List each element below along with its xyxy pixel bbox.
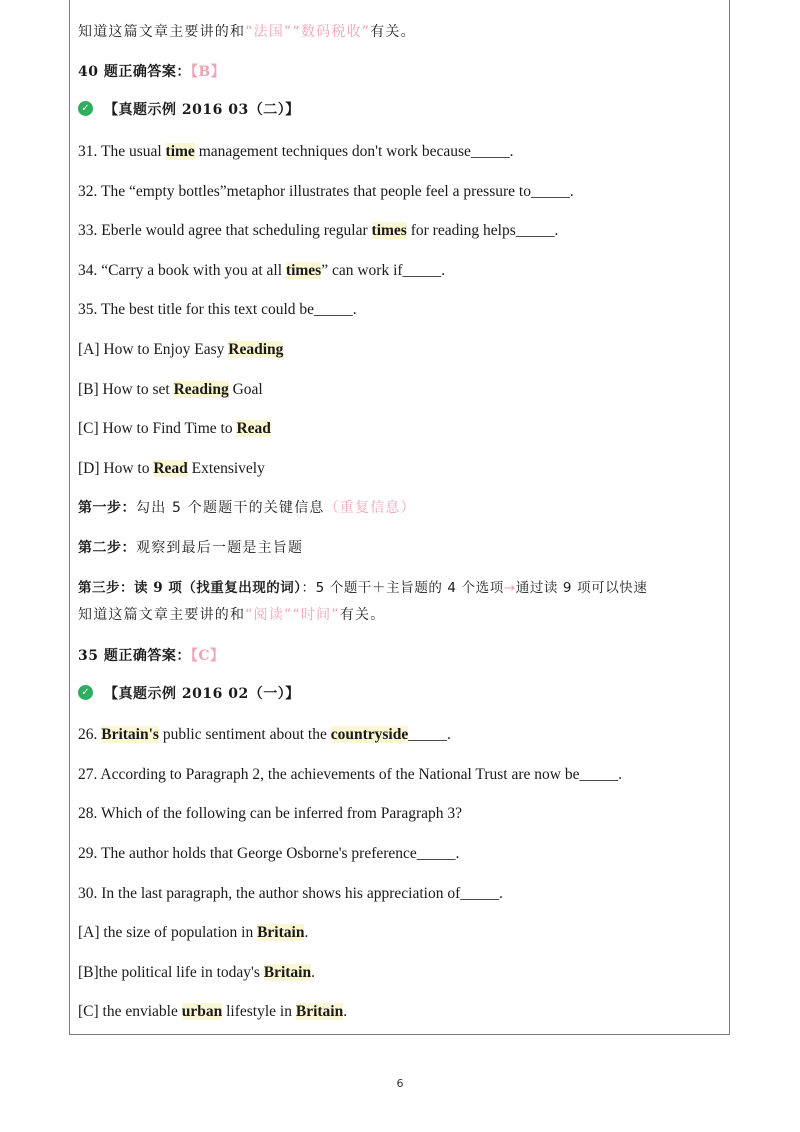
answer-35 (78, 646, 225, 666)
question-26: 26. Britain's public sentiment about the countryside_____. (78, 726, 451, 743)
keyword-highlight: Reading (228, 341, 284, 358)
keyword-highlight: Britain (263, 964, 312, 981)
intro-suffix: 有关。 (370, 24, 416, 40)
question-29: 29. The author holds that George Osborne's preference_____. (78, 845, 460, 862)
step-3-continued: 知道这篇文章主要讲的和“阅读”“时间”有关。 (78, 607, 386, 623)
check-circle-icon: ✓ (78, 685, 93, 700)
option-c-2: [C] the enviable urban lifestyle in Britain. (78, 1003, 348, 1020)
keyword-highlight: times (371, 222, 407, 239)
question-34: 34. “Carry a book with you at all times” can work if_____. (78, 262, 446, 279)
intro-text: 知道这篇文章主要讲的和 (78, 24, 246, 40)
step-label: 第二步： (78, 540, 136, 556)
step-note: （重复信息） (324, 500, 416, 516)
keyword-time: “时间” (292, 607, 340, 623)
answer-label: 35 题正确答案： (78, 648, 191, 664)
step-label: 第一步： (78, 500, 136, 516)
step-1: 第一步：勾出 5 个题题干的关键信息（重复信息） (78, 500, 416, 516)
keyword-highlight: Read (153, 460, 188, 477)
question-27: 27. According to Paragraph 2, the achievements of the National Trust are now be_____. (78, 766, 623, 783)
keyword-highlight: urban (181, 1003, 223, 1020)
example-title-1: 【真题示例 2016 03（二）】 (104, 102, 300, 118)
question-32: 32. The “empty bottles”metaphor illustrates that people feel a pressure to_____. (78, 183, 574, 200)
keyword-highlight: Reading (173, 381, 229, 398)
answer-label: 40 题正确答案： (78, 64, 191, 80)
intro-line (78, 22, 416, 42)
question-33: 33. Eberle would agree that scheduling regular times for reading helps_____. (78, 222, 559, 239)
answer-40 (78, 62, 225, 82)
keyword-digital-tax: “数码税收” (292, 24, 371, 40)
question-31: 31. The usual time management techniques don't work because_____. (78, 143, 514, 160)
question-28: 28. Which of the following can be inferred from Paragraph 3? (78, 805, 463, 822)
step-2: 第二步：观察到最后一题是主旨题 (78, 540, 304, 556)
option-b-2: [B]the political life in today's Britain. (78, 964, 315, 981)
option-a: [A] How to Enjoy Easy Reading (78, 341, 284, 358)
keyword-highlight: Britain (257, 924, 305, 941)
keyword-highlight: Britain (295, 1003, 344, 1020)
step-3: 第三步：读 9 项（找重复出现的词）：5 个题干＋主旨题的 4 个选项→通过读 9 项可以快速 (78, 580, 648, 596)
keyword-highlight: Britain's (101, 726, 159, 743)
option-d: [D] How to Read Extensively (78, 460, 265, 477)
keyword-highlight: time (165, 143, 195, 160)
keyword-reading: “阅读” (245, 607, 293, 623)
question-35: 35. The best title for this text could be_____. (78, 301, 357, 318)
arrow-right-icon: → (503, 580, 516, 596)
keyword-highlight: times (285, 262, 322, 279)
keyword-france: “法国” (245, 24, 293, 40)
keyword-highlight: countryside (330, 726, 409, 743)
option-a-2: [A] the size of population in Britain. (78, 924, 309, 941)
step-label: 第三步：读 9 项（找重复出现的词） (78, 580, 302, 596)
option-b: [B] How to set Reading Goal (78, 381, 263, 398)
question-30: 30. In the last paragraph, the author shows his appreciation of_____. (78, 885, 503, 902)
answer-value: 【C】 (190, 648, 225, 664)
check-circle-icon: ✓ (78, 101, 93, 116)
option-c: [C] How to Find Time to Read (78, 420, 271, 437)
example-title-2: 【真题示例 2016 02（一）】 (104, 686, 300, 702)
answer-value: 【B】 (190, 64, 226, 80)
page-number: 6 (396, 1077, 404, 1090)
keyword-highlight: Read (236, 420, 271, 437)
